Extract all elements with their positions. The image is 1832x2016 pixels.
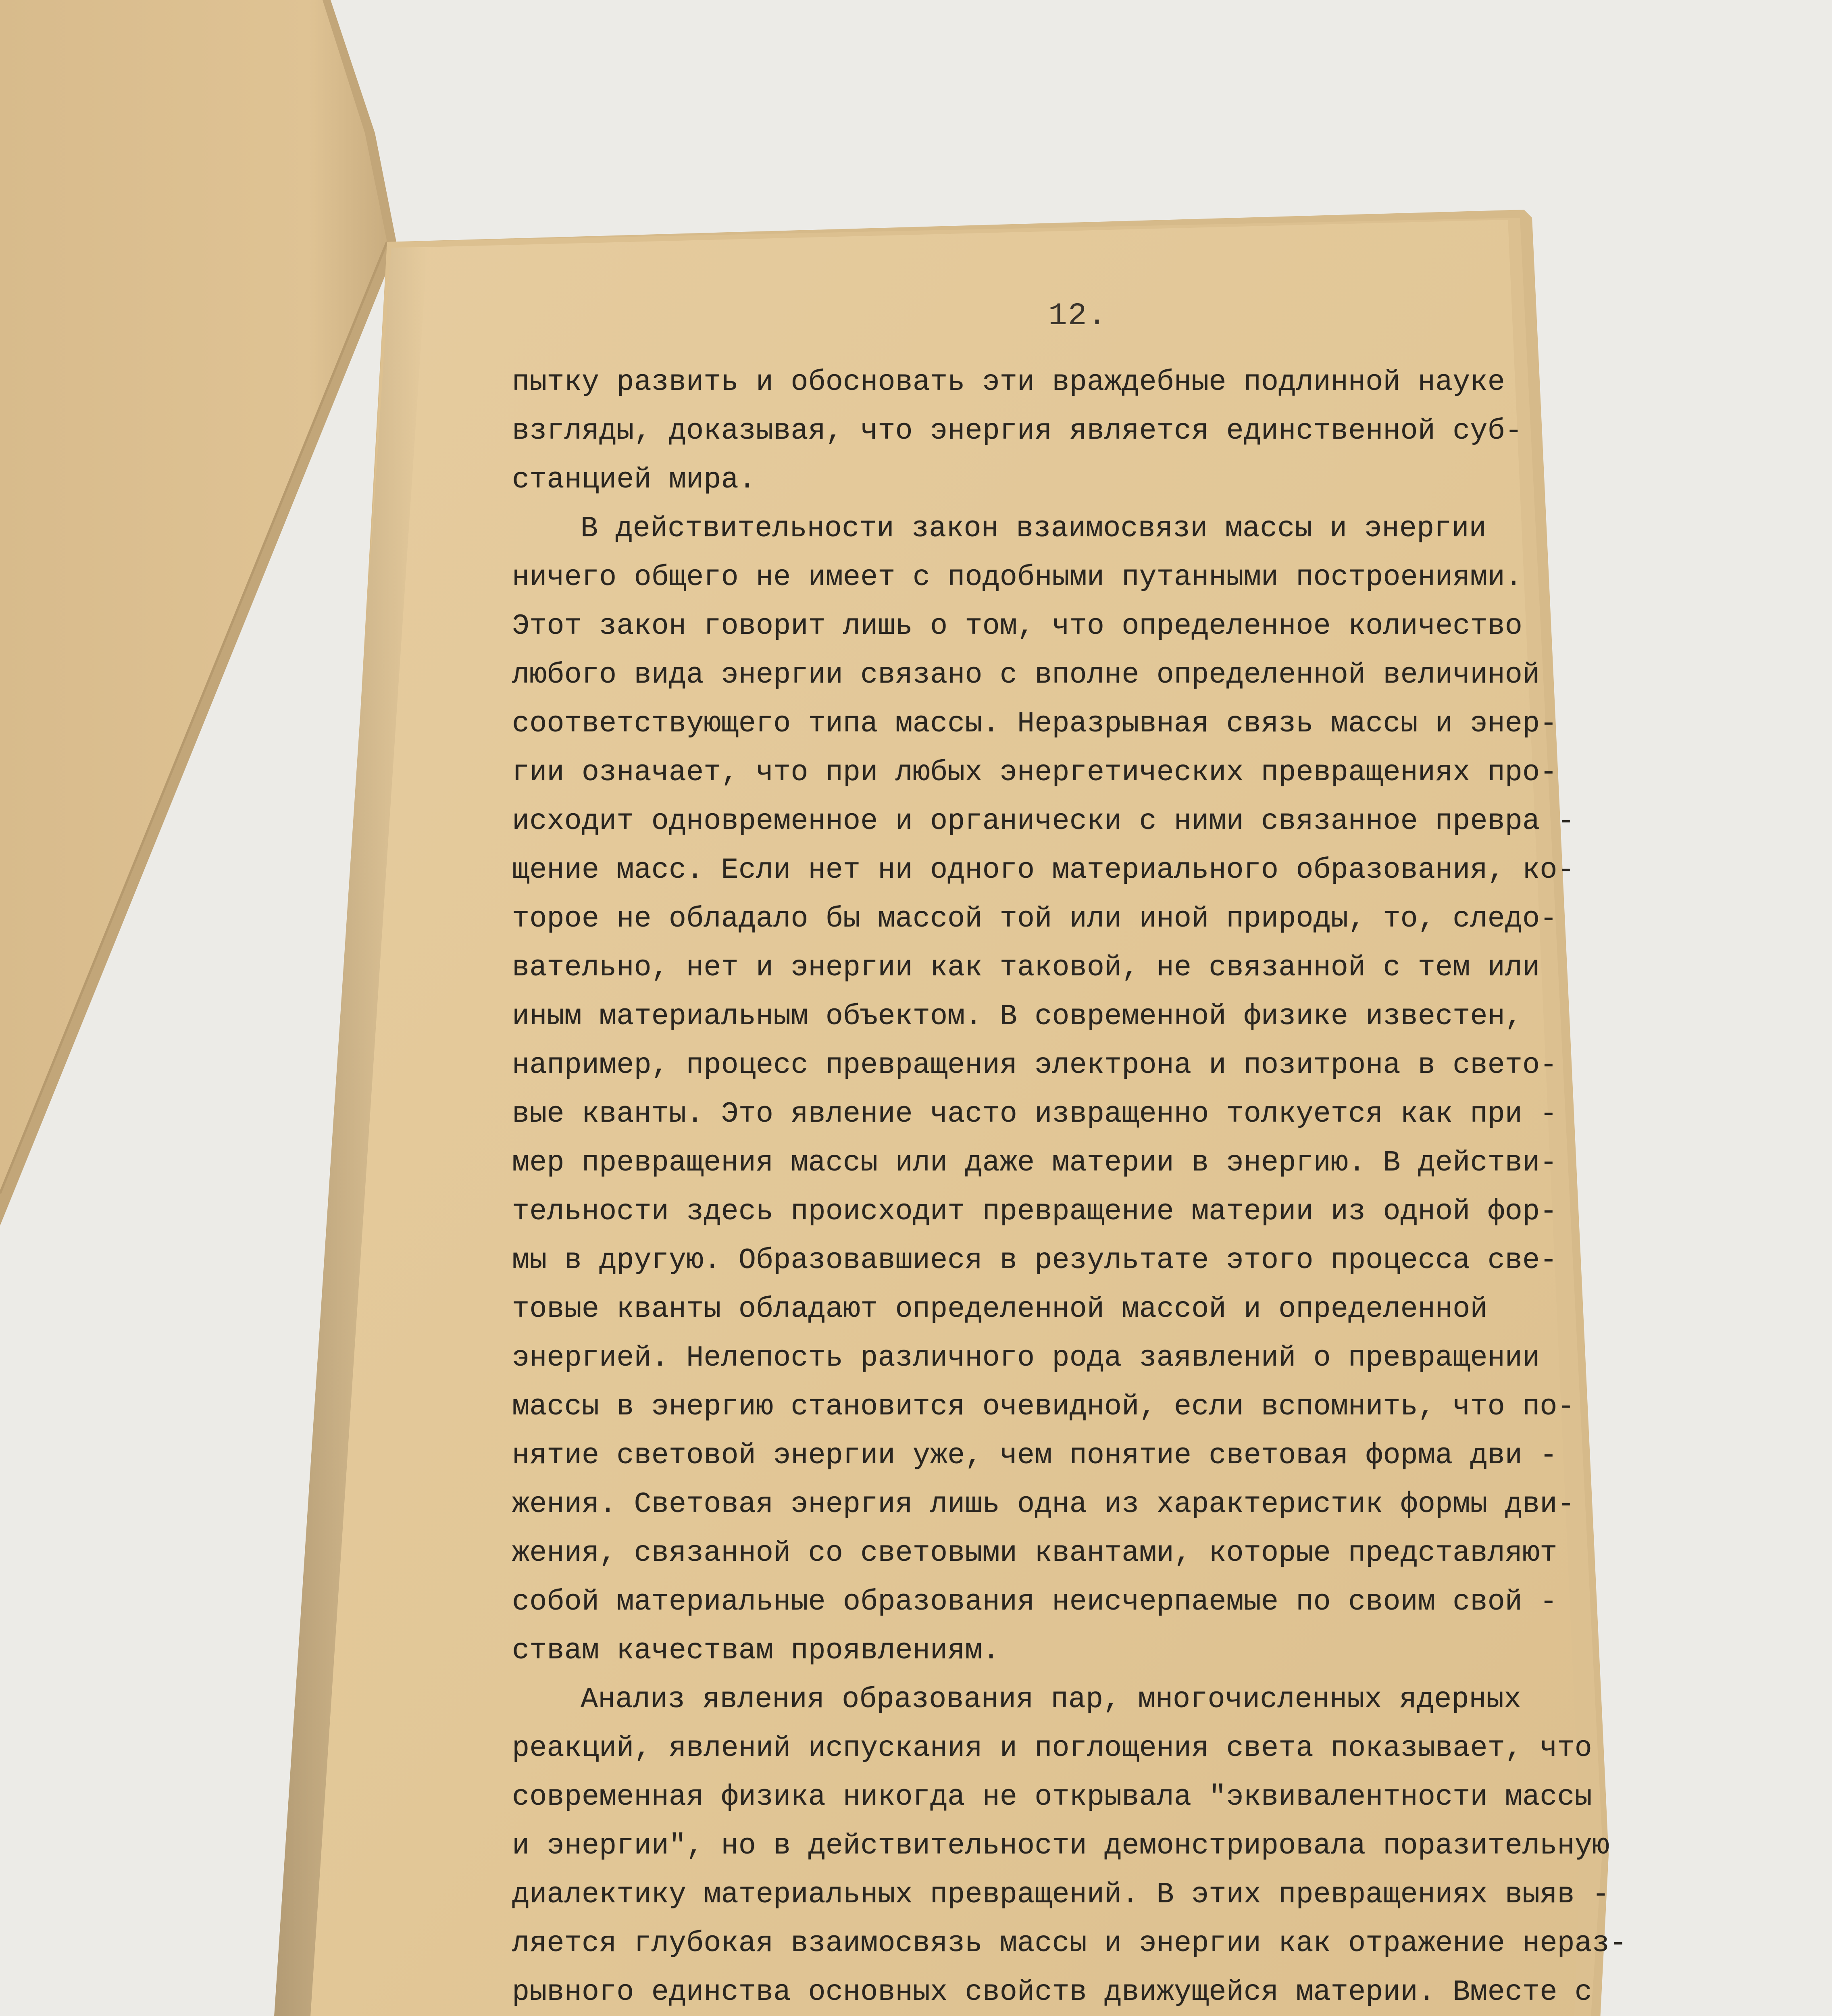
text-line: щение масс. Если нет ни одного материального образования, ко-: [512, 854, 1575, 887]
text-line: мы в другую. Образовавшиеся в результате этого процесса све-: [512, 1244, 1557, 1277]
text-line: массы в энергию становится очевидной, если вспомнить, что по-: [512, 1390, 1575, 1423]
text-line: реакций, явлений испускания и поглощения света показывает, что: [512, 1732, 1592, 1765]
text-line: и энергии", но в действительности демонстрировала поразительную: [512, 1829, 1610, 1862]
left-page: [0, 0, 397, 1226]
text-line: современная физика никогда не открывала "эквивалентности массы: [512, 1781, 1592, 1814]
text-line: жения. Световая энергия лишь одна из характеристик формы дви-: [512, 1488, 1575, 1521]
text-line: энергией. Нелепость различного рода заявлений о превращении: [512, 1341, 1540, 1375]
text-line: собой материальные образования неисчерпаемые по своим свой -: [512, 1585, 1557, 1618]
text-line: любого вида энергии связано с вполне определенной величиной: [512, 658, 1540, 691]
text-line: Анализ явления образования пар, многочисленных ядерных: [581, 1683, 1522, 1716]
text-line: тельности здесь происходит превращение материи из одной фор-: [512, 1195, 1557, 1228]
text-line: например, процесс превращения электрона и позитрона в свето-: [512, 1049, 1557, 1082]
text-line: товые кванты обладают определенной массой и определенной: [512, 1293, 1488, 1326]
text-line: исходит одновременное и органически с ними связанное превра -: [512, 805, 1575, 838]
text-line: жения, связанной со световыми квантами, которые представляют: [512, 1537, 1557, 1570]
text-line: ляется глубокая взаимосвязь массы и энергии как отражение нераз-: [512, 1927, 1627, 1960]
text-line: В действительности закон взаимосвязи массы и энергии: [581, 512, 1486, 545]
text-line: гии означает, что при любых энергетических превращениях про-: [512, 756, 1557, 789]
page-number: 12.: [1048, 298, 1108, 334]
text-line: соответствующего типа массы. Неразрывная связь массы и энер-: [512, 707, 1557, 740]
text-line: вательно, нет и энергии как таковой, не связанной с тем или: [512, 951, 1540, 984]
text-line: рывного единства основных свойств движущейся материи. Вместе с: [512, 1976, 1592, 2009]
text-line: нятие световой энергии уже, чем понятие световая форма дви -: [512, 1439, 1557, 1472]
text-line: мер превращения массы или даже материи в энергию. В действи-: [512, 1146, 1557, 1179]
text-line: вые кванты. Это явление часто извращенно толкуется как при -: [512, 1098, 1557, 1131]
text-line: диалектику материальных превращений. В этих превращениях выяв -: [512, 1878, 1610, 1911]
text-line: торое не обладало бы массой той или иной природы, то, следо-: [512, 902, 1557, 935]
text-line: ничего общего не имеет с подобными путанными построениями.: [512, 561, 1523, 594]
text-line: взгляды, доказывая, что энергия является единственной суб-: [512, 414, 1523, 448]
text-line: иным материальным объектом. В современной физике известен,: [512, 1000, 1523, 1033]
text-line: Этот закон говорит лишь о том, что определенное количество: [512, 610, 1523, 643]
text-line: станцией мира.: [512, 463, 756, 496]
text-line: ствам качествам проявлениям.: [512, 1634, 1000, 1667]
text-line: пытку развить и обосновать эти враждебные подлинной науке: [512, 366, 1505, 399]
